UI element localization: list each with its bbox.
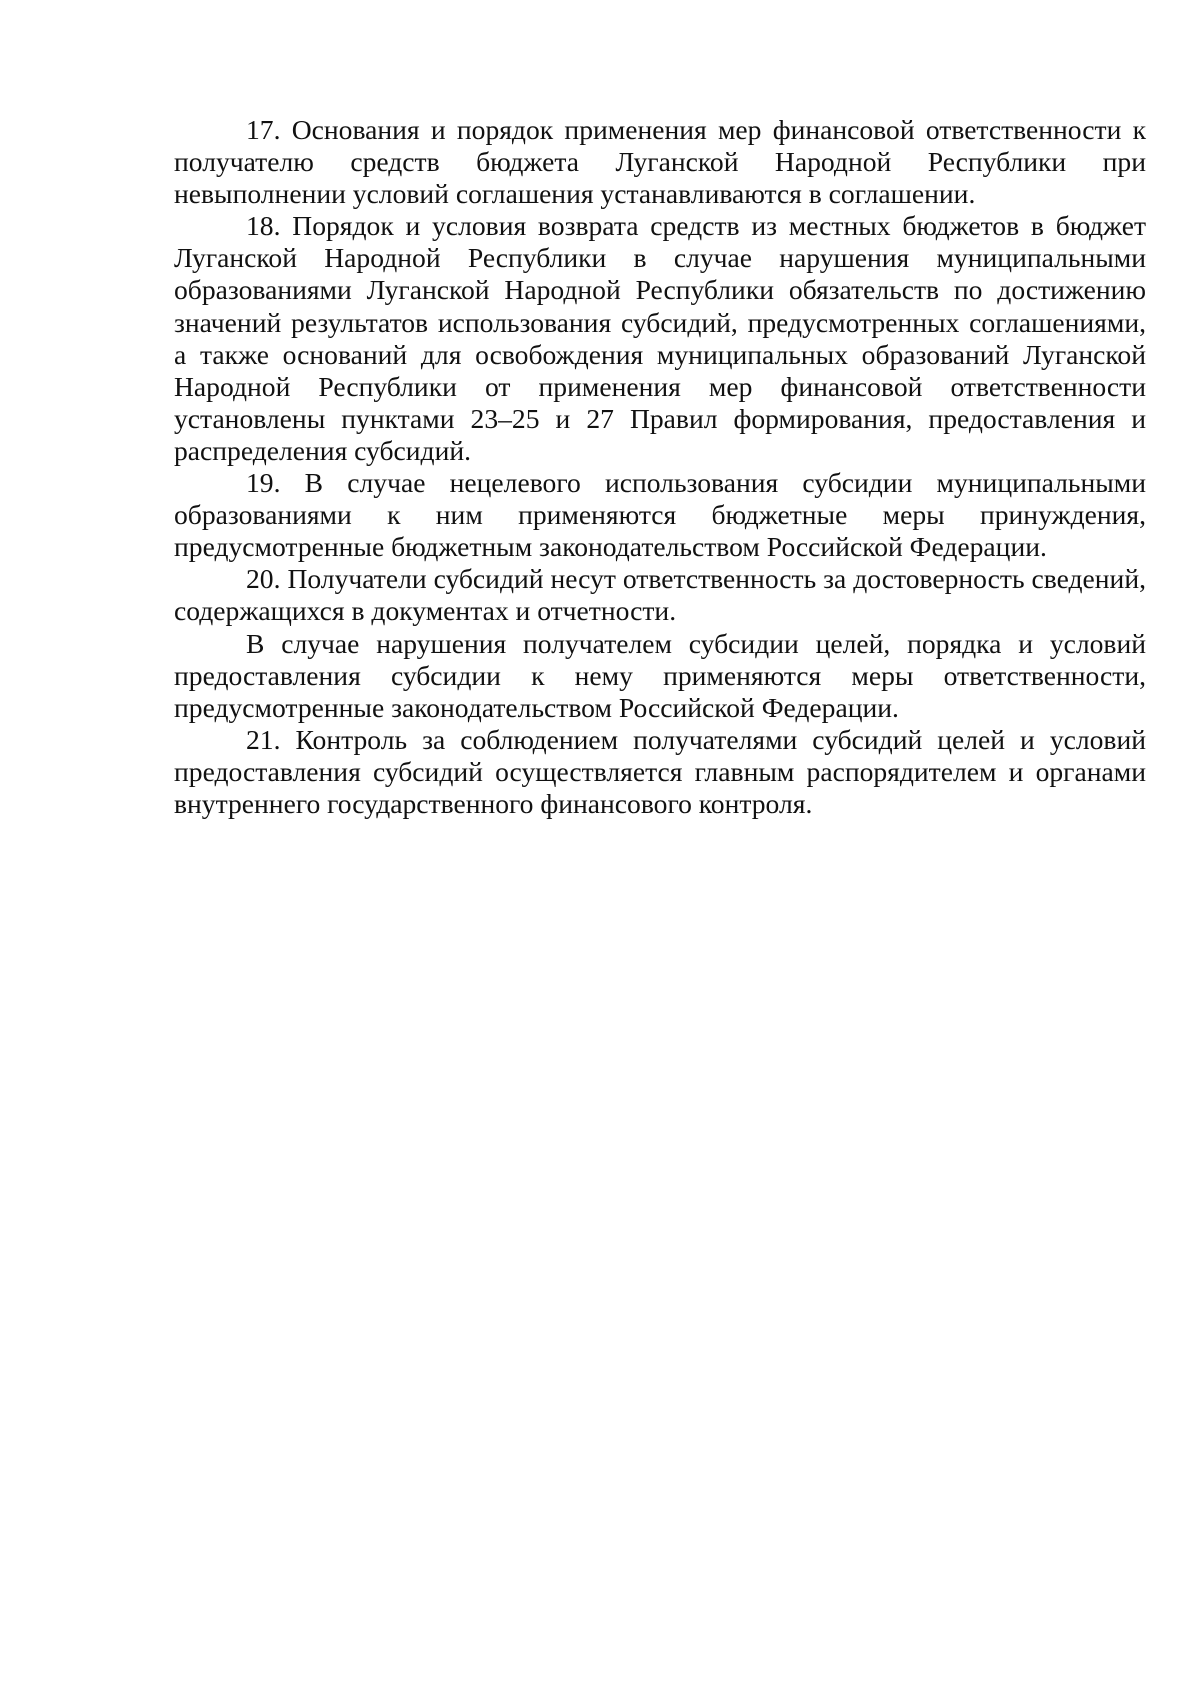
paragraph-18: 18. Порядок и условия возврата средств из местных бюджетов в бюджет Луганской Народной Республики в случае нарушения муниципальными образованиями Луганской Народной Республики обязательств по достижению значений результатов использования субсидий, предусмотренных соглашениями, а также оснований для освобождения муниципальных образований Луганской Народной Республики от применения мер финансовой ответственности установлены пунктами 23–25 и 27 Правил формирования, предоставления и распределения субсидий. [174, 210, 1146, 466]
paragraph-20: 20. Получатели субсидий несут ответственность за достоверность сведений, содержащихся в документах и отчетности. [174, 563, 1146, 627]
document-body [174, 114, 1146, 820]
paragraph-19: 19. В случае нецелевого использования субсидии муниципальными образованиями к ним применяются бюджетные меры принуждения, предусмотренные бюджетным законодательством Российской Федерации. [174, 467, 1146, 563]
paragraph-21: 21. Контроль за соблюдением получателями субсидий целей и условий предоставления субсидий осуществляется главным распорядителем и органами внутреннего государственного финансового контроля. [174, 723, 1146, 819]
paragraph-17: 17. Основания и порядок применения мер финансовой ответственности к получателю средств бюджета Луганской Народной Республики при невыполнении условий соглашения устанавливаются в соглашении. [174, 114, 1146, 210]
paragraph-20-continued: В случае нарушения получателем субсидии целей, порядка и условий предоставления субсидии к нему применяются меры ответственности, предусмотренные законодательством Российской Федерации. [174, 627, 1146, 723]
